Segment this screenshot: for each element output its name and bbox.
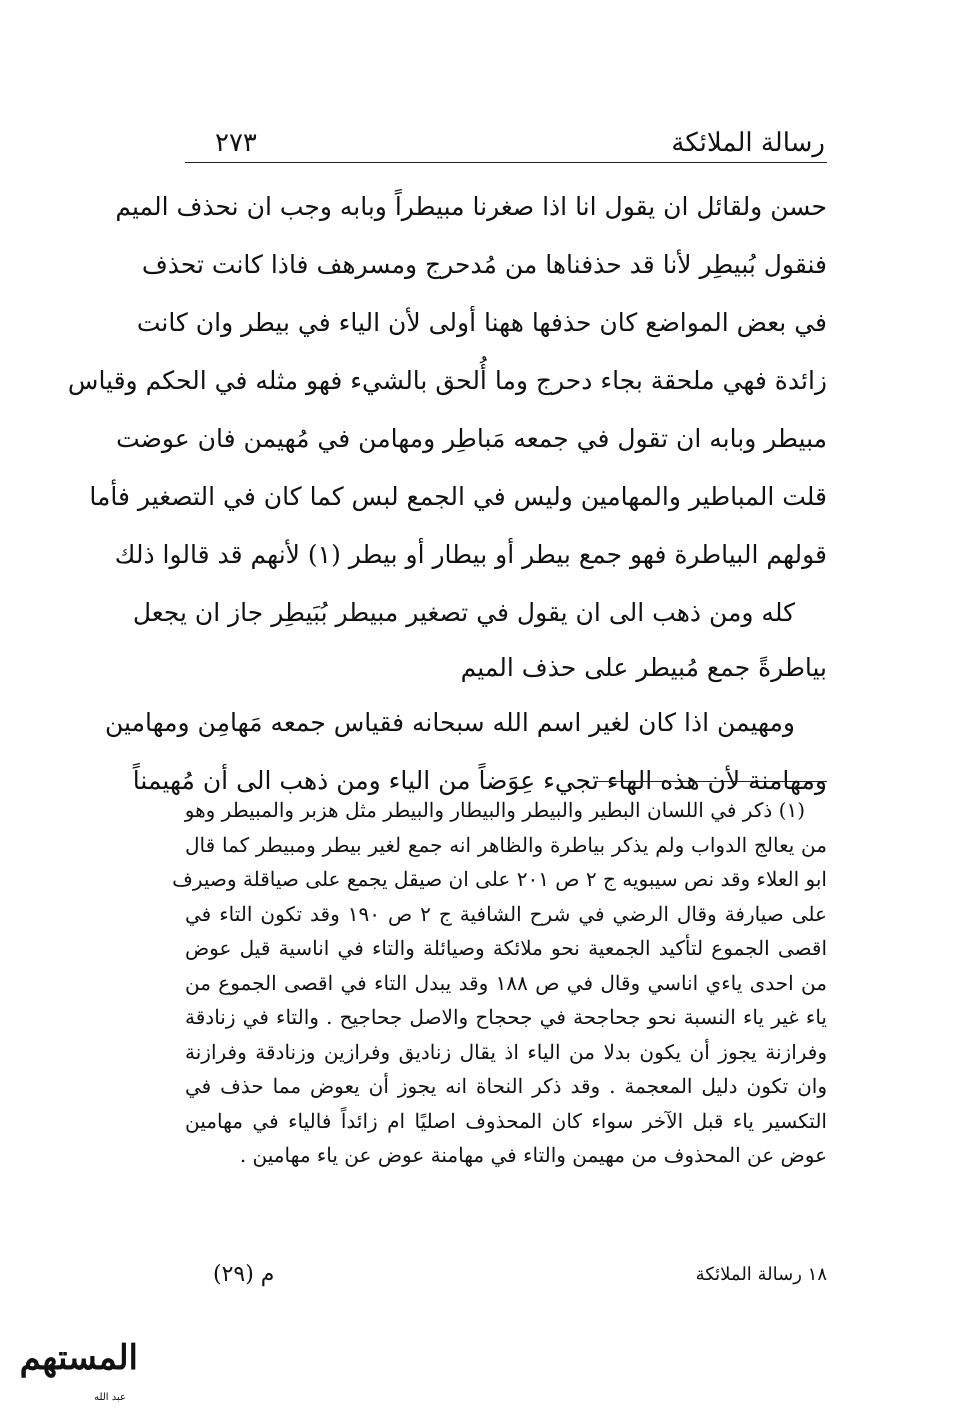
text-line: في بعض المواضع كان حذفها ههنا أولى لأن الياء في بيطر وان كانت bbox=[136, 308, 827, 337]
text-line: مبيطر وبابه ان تقول في جمعه مَباطِر ومهامن في مُهيمن فان عوضت bbox=[116, 424, 827, 453]
footnote-separator bbox=[595, 781, 827, 782]
text-line: بياطرةً جمع مُبيطر على حذف الميم bbox=[460, 653, 827, 682]
footnote-line: من يعالج الدواب ولم يذكر بياطرة والظاهر انه جمع لغير بيطر ومبيطر كما قال bbox=[185, 832, 827, 857]
footnote-line: اقصى الجموع لتأكيد الجمعية نحو ملائكة وصيائلة والتاء في اناسية قيل عوض bbox=[185, 936, 827, 960]
header-rule bbox=[185, 162, 827, 163]
text-line: حسن ولقائل ان يقول انا اذا صغرنا مبيطراً وبابه وجب ان نحذف الميم bbox=[115, 192, 827, 221]
text-line: كله ومن ذهب الى ان يقول في تصغير مبيطر بُبَيطِر جاز ان يجعل bbox=[132, 598, 795, 627]
page-footer bbox=[185, 1262, 827, 1292]
stamp-subtext: عبد الله bbox=[94, 1392, 126, 1403]
text-line: ومهامنة لأن هذه الهاء تجيء عِوَضاً من الياء ومن ذهب الى أن مُهيمناً bbox=[132, 766, 827, 795]
sheet-mark: م (٢٩) bbox=[213, 1262, 275, 1287]
text-line: فنقول بُبيطِر لأنا قد حذفناها من مُدحرج ومسرهف فاذا كانت تحذف bbox=[141, 250, 827, 279]
stamp-logo: المستهم bbox=[19, 1338, 138, 1378]
text-line: ومهيمن اذا كان لغير اسم الله سبحانه فقياس جمعه مَهامِن ومهامين bbox=[105, 708, 795, 737]
footnote-line: على صيارفة وقال الرضي في شرح الشافية ج ٢ ص ١٩٠ وقد تكون التاء في bbox=[185, 901, 827, 926]
footnote-line: وفرازنة يجوز أن يكون بدلا من الياء اذ يقال زناديق وفرازين وزنادقة وفرازنة bbox=[185, 1039, 827, 1064]
signature-line: ١٨ رسالة الملائكة bbox=[695, 1264, 827, 1285]
footnote-line: عوض عن المحذوف من مهيمن والتاء في مهامنة عوض عن ياء مهامين . bbox=[239, 1143, 827, 1167]
footnote-line: ياء غير ياء النسبة نحو جحاجحة في جحجاح والاصل جحاجيح . والتاء في زنادقة bbox=[185, 1005, 827, 1029]
page-header bbox=[185, 128, 825, 160]
footnote-line: التكسير ياء قبل الآخر سواء كان المحذوف اصليًا ام زائداً فالياء في مهامين bbox=[185, 1108, 827, 1133]
library-stamp bbox=[8, 1336, 148, 1414]
text-line: قولهم البياطرة فهو جمع بيطر أو بيطار أو بيطر (١) لأنهم قد قالوا ذلك bbox=[114, 540, 827, 569]
footnotes bbox=[172, 793, 827, 1173]
footnote-line: (١) ذكر في اللسان البطير والبيطر والبيطار والبيطر مثل هزبر والمبيطر وهو bbox=[184, 798, 805, 822]
footnote-line: وان تكون دليل المعجمة . وقد ذكر النحاة انه يجوز أن يعوض مما حذف في bbox=[185, 1074, 827, 1098]
text-line: زائدة فهي ملحقة بجاء دحرج وما أُلحق بالشيء فهو مثله في الحكم وقياس bbox=[67, 366, 827, 395]
footnote-line: من احدى ياءي اناسي وقال في ص ١٨٨ وقد يبدل التاء في اقصى الجموع من bbox=[185, 970, 827, 995]
text-line: قلت المباطير والمهامين وليس في الجمع لبس كما كان في التصغير فأما bbox=[89, 482, 827, 511]
footnote-line: ابو العلاء وقد نص سيبويه ج ٢ ص ٢٠١ على ان صيقل يجمع على صياقلة وصيرف bbox=[172, 867, 827, 891]
page-number: ٢٧٣ bbox=[215, 128, 257, 158]
running-title: رسالة الملائكة bbox=[671, 128, 825, 158]
